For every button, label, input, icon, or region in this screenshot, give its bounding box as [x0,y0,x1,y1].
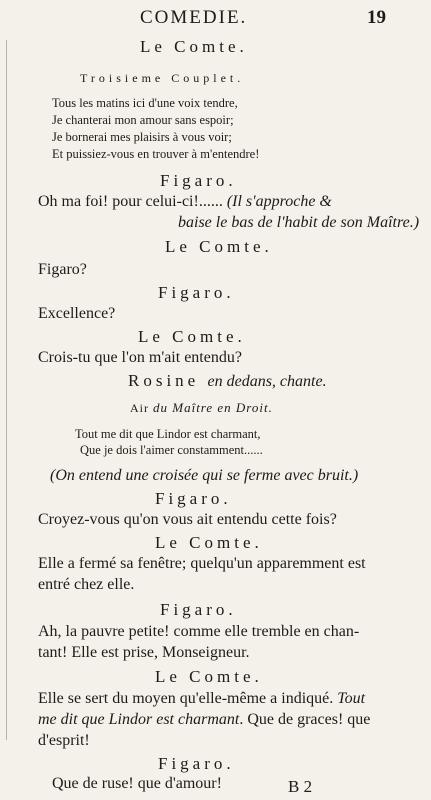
speaker-figaro: Figaro. [158,283,235,302]
speaker-le-comte: Le Comte. [155,667,263,686]
signature-mark: B 2 [288,777,313,796]
dialogue-line [38,712,370,728]
speaker-figaro: Figaro. [160,171,237,190]
verse-line: Et puissiez-vous en trouver à m'entendre! [52,147,260,161]
verse-line: Je chanterai mon amour sans espoir; [52,113,234,127]
speaker-figaro: Figaro. [155,489,232,508]
air-heading [130,400,273,416]
verse-line: Que je dois l'aimer constamment...... [80,443,263,457]
stage-direction: en dedans, chante. [207,373,327,390]
dialogue-line: Que de ruse! que d'amour! [52,775,222,792]
page-number: 19 [367,7,386,28]
speaker-le-comte: Le Comte. [165,237,273,256]
dialogue-text: Oh ma foi! pour celui-ci!...... [38,193,227,210]
air-title: du Maître en Droit. [153,400,273,415]
verse-line: Tout me dit que Lindor est charmant, [75,427,261,441]
dialogue-line: Excellence? [38,305,116,322]
air-label: Air [130,401,153,415]
speaker-le-comte: Le Comte. [140,37,248,56]
dialogue-line [38,194,332,210]
verse-line: Tous les matins ici d'une voix tendre, [52,96,238,110]
quoted-verse: me dit que Lindor est charmant [38,711,240,728]
speaker-rosine [128,372,327,390]
verse-line: Je bornerai mes plaisirs à vous voir; [52,130,232,144]
dialogue-line: Crois-tu que l'on m'ait entendu? [38,349,242,366]
stage-direction: baise le bas de l'habit de son Maître.) [178,214,420,231]
stage-direction: (Il s'approche & [226,193,332,210]
quoted-verse: Tout [337,690,366,707]
speaker-le-comte: Le Comte. [155,533,263,552]
dialogue-line: entré chez elle. [38,576,135,593]
speaker-figaro: Figaro. [158,754,235,773]
dialogue-line: tant! Elle est prise, Monseigneur. [38,644,250,661]
dialogue-line [38,691,365,707]
page-edge-shadow [6,40,7,740]
speaker-figaro: Figaro. [160,600,237,619]
dialogue-line: Figaro? [38,261,87,278]
dialogue-text: Elle se sert du moyen qu'elle-même a indiqué. [38,690,338,707]
running-title: COMEDIE. [140,7,248,28]
dialogue-line: Croyez-vous qu'on vous ait entendu cette fois? [38,511,337,528]
dialogue-line: Ah, la pauvre petite! comme elle tremble en chan- [38,623,360,640]
dialogue-line: Elle a fermé sa fenêtre; quelqu'un apparemment est [38,555,366,572]
speaker-name: Rosine [128,371,208,390]
speaker-le-comte: Le Comte. [138,327,246,346]
dialogue-text: . Que de graces! que [239,711,371,728]
dialogue-line: d'esprit! [38,732,90,749]
stage-direction: (On entend une croisée qui se ferme avec bruit.) [50,467,359,484]
couplet-heading: Troisieme Couplet. [80,71,245,85]
